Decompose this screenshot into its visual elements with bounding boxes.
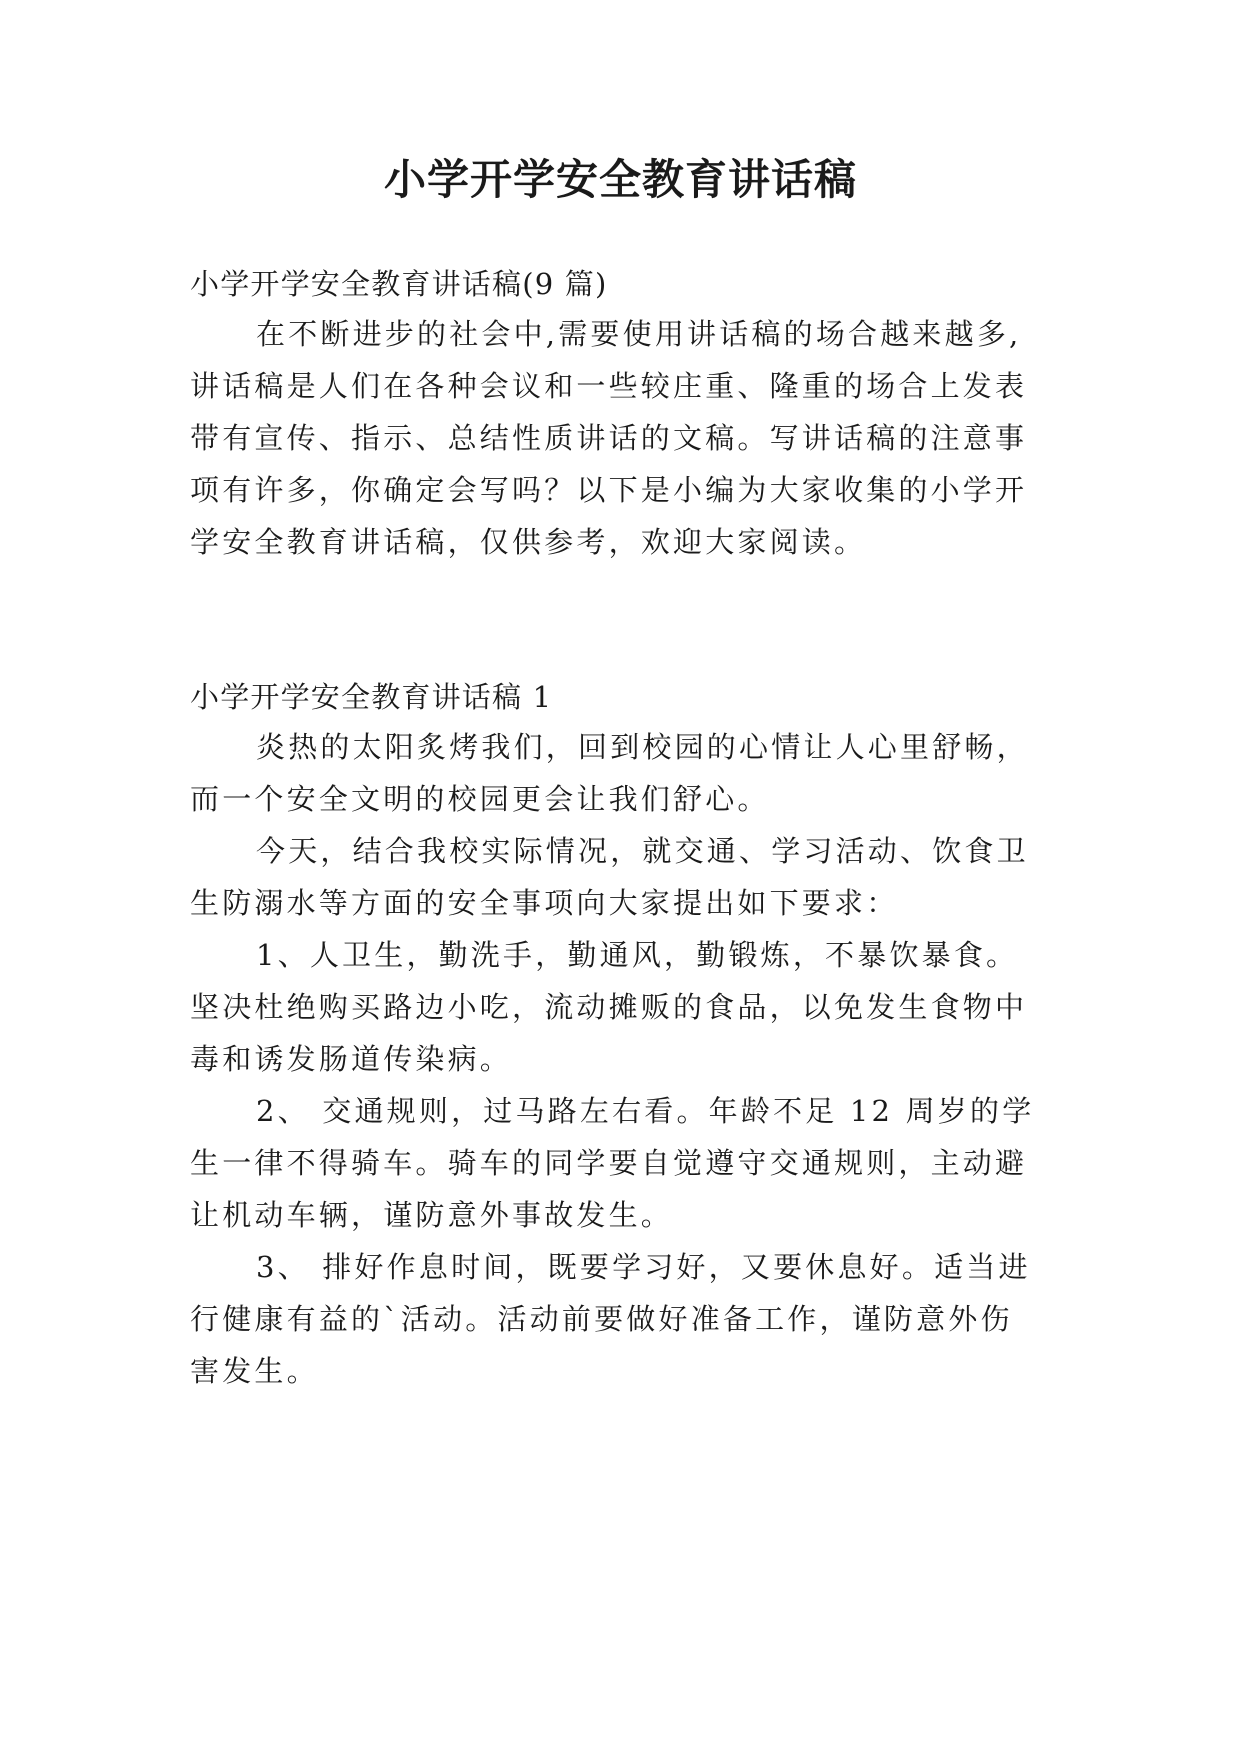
section1-line-3: 今天，结合我校实际情况，就交通、学习活动、饮食卫: [256, 834, 1029, 868]
section1-line-6: 坚决杜绝购买路边小吃，流动摊贩的食品，以免发生食物中: [190, 990, 1028, 1024]
section1-line-11: 3、 排好作息时间，既要学习好，又要休息好。适当进: [256, 1250, 1031, 1284]
intro-line-4: 项有许多，你确定会写吗？以下是小编为大家收集的小学开: [190, 473, 1028, 507]
intro-line-5: 学安全教育讲话稿，仅供参考，欢迎大家阅读。: [190, 525, 867, 559]
section1-line-13: 害发生。: [190, 1354, 319, 1388]
section1-heading: 小学开学安全教育讲话稿 1: [190, 680, 553, 714]
section1-line-2: 而一个安全文明的校园更会让我们舒心。: [190, 782, 770, 816]
section1-line-10: 让机动车辆，谨防意外事故发生。: [190, 1198, 674, 1232]
section1-line-5: 1、人卫生，勤洗手，勤通风，勤锻炼，不暴饮暴食。: [256, 938, 1019, 972]
intro-line-2: 讲话稿是人们在各种会议和一些较庄重、隆重的场合上发表: [190, 369, 1028, 403]
section1-line-12: 行健康有益的`活动。活动前要做好准备工作，谨防意外伤: [190, 1302, 1013, 1336]
document-title: 小学开学安全教育讲话稿: [383, 155, 857, 204]
section1-line-7: 毒和诱发肠道传染病。: [190, 1042, 513, 1076]
intro-heading: 小学开学安全教育讲话稿(9 篇): [190, 267, 608, 301]
intro-line-1: 在不断进步的社会中,需要使用讲话稿的场合越来越多,: [256, 317, 1022, 351]
section1-line-4: 生防溺水等方面的安全事项向大家提出如下要求：: [190, 886, 899, 920]
intro-line-3: 带有宣传、指示、总结性质讲话的文稿。写讲话稿的注意事: [190, 421, 1028, 455]
section1-line-8: 2、 交通规则，过马路左右看。年龄不足 12 周岁的学: [256, 1094, 1035, 1128]
section1-line-1: 炎热的太阳炙烤我们，回到校园的心情让人心里舒畅，: [256, 730, 1029, 764]
section1-line-9: 生一律不得骑车。骑车的同学要自觉遵守交通规则，主动避: [190, 1146, 1028, 1180]
